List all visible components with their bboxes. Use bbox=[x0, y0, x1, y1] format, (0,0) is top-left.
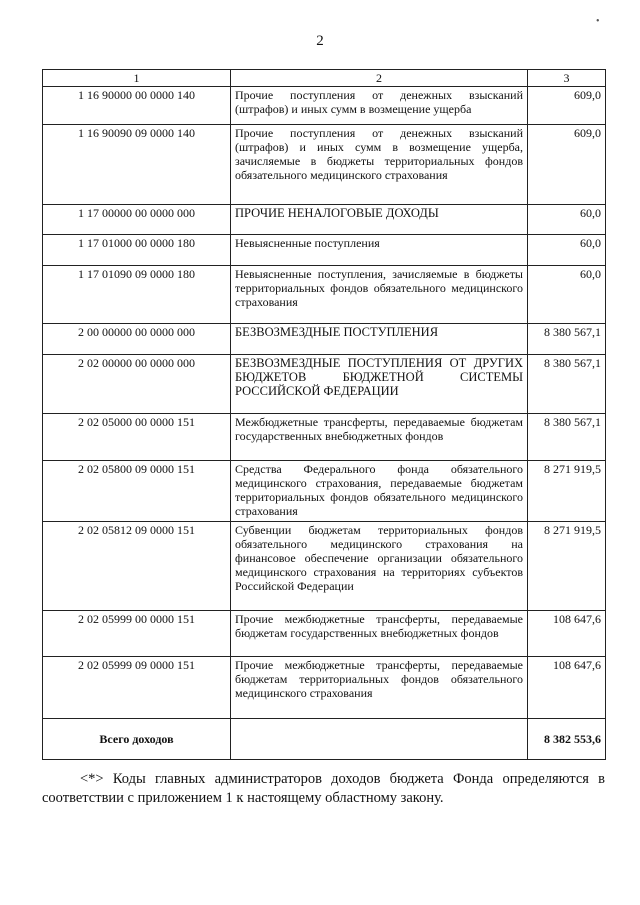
row-amount: 609,0 bbox=[528, 87, 606, 125]
table-row bbox=[43, 266, 606, 324]
table-row bbox=[43, 414, 606, 461]
row-amount: 609,0 bbox=[528, 125, 606, 205]
row-name: Невыясненные поступления bbox=[231, 235, 528, 266]
row-name: БЕЗВОЗМЕЗДНЫЕ ПОСТУПЛЕНИЯ ОТ ДРУГИХ БЮДЖЕТОВ БЮДЖЕТНОЙ СИСТЕМЫ РОССИЙСКОЙ ФЕДЕРАЦИИ bbox=[231, 355, 528, 414]
scan-mark: • bbox=[596, 16, 600, 27]
table-row bbox=[43, 522, 606, 611]
row-code: 1 17 00000 00 0000 000 bbox=[43, 205, 231, 235]
total-row bbox=[43, 719, 606, 760]
table-row bbox=[43, 355, 606, 414]
row-code: 2 02 05999 00 0000 151 bbox=[43, 611, 231, 657]
table-row bbox=[43, 324, 606, 355]
column-header-3: 3 bbox=[528, 70, 606, 87]
row-name: Прочие поступления от денежных взысканий (штрафов) и иных сумм в возмещение ущерба, зачисляемые в бюджеты территориальных фондов обязательного медицинского страхования bbox=[231, 125, 528, 205]
total-label: Всего доходов bbox=[43, 719, 231, 760]
row-code: 2 02 05800 09 0000 151 bbox=[43, 461, 231, 522]
page-number: 2 bbox=[316, 33, 324, 49]
row-name: Средства Федерального фонда обязательного медицинского страхования, передаваемые бюджетам территориальных фондов обязательного медицинского страхования bbox=[231, 461, 528, 522]
row-name: БЕЗВОЗМЕЗДНЫЕ ПОСТУПЛЕНИЯ bbox=[231, 324, 528, 355]
row-name: Субвенции бюджетам территориальных фондов обязательного медицинского страхования на финансовое обеспечение организации обязательного медицинского страхования на территориях субъектов Российской Федерации bbox=[231, 522, 528, 611]
row-amount: 8 380 567,1 bbox=[528, 324, 606, 355]
row-amount: 8 380 567,1 bbox=[528, 414, 606, 461]
table-row bbox=[43, 657, 606, 719]
row-code: 1 17 01000 00 0000 180 bbox=[43, 235, 231, 266]
row-code: 2 02 05999 09 0000 151 bbox=[43, 657, 231, 719]
column-header-1: 1 bbox=[43, 70, 231, 87]
row-code: 2 02 05812 09 0000 151 bbox=[43, 522, 231, 611]
table-row bbox=[43, 205, 606, 235]
row-amount: 8 380 567,1 bbox=[528, 355, 606, 414]
revenue-table bbox=[42, 69, 606, 760]
footnote: <*> Коды главных администраторов доходов бюджета Фонда определяются в соответствии с приложением 1 к настоящему областному закону. bbox=[42, 771, 605, 806]
row-code: 1 17 01090 09 0000 180 bbox=[43, 266, 231, 324]
row-code: 2 02 05000 00 0000 151 bbox=[43, 414, 231, 461]
table-row bbox=[43, 461, 606, 522]
row-amount: 108 647,6 bbox=[528, 657, 606, 719]
table-row bbox=[43, 611, 606, 657]
row-code: 1 16 90000 00 0000 140 bbox=[43, 87, 231, 125]
row-name: Прочие межбюджетные трансферты, передаваемые бюджетам территориальных фондов обязательного медицинского страхования bbox=[231, 657, 528, 719]
row-name: Прочие межбюджетные трансферты, передаваемые бюджетам государственных внебюджетных фондов bbox=[231, 611, 528, 657]
row-name: Межбюджетные трансферты, передаваемые бюджетам государственных внебюджетных фондов bbox=[231, 414, 528, 461]
column-header-2: 2 bbox=[231, 70, 528, 87]
row-amount: 60,0 bbox=[528, 235, 606, 266]
row-amount: 8 271 919,5 bbox=[528, 461, 606, 522]
row-name: Невыясненные поступления, зачисляемые в бюджеты территориальных фондов обязательного медицинского страхования bbox=[231, 266, 528, 324]
row-amount: 60,0 bbox=[528, 205, 606, 235]
table-row bbox=[43, 235, 606, 266]
total-empty-cell bbox=[231, 719, 528, 760]
table-row bbox=[43, 125, 606, 205]
row-code: 2 02 00000 00 0000 000 bbox=[43, 355, 231, 414]
row-name: Прочие поступления от денежных взысканий (штрафов) и иных сумм в возмещение ущерба bbox=[231, 87, 528, 125]
row-name: ПРОЧИЕ НЕНАЛОГОВЫЕ ДОХОДЫ bbox=[231, 205, 528, 235]
row-amount: 60,0 bbox=[528, 266, 606, 324]
row-code: 2 00 00000 00 0000 000 bbox=[43, 324, 231, 355]
table-header-row bbox=[43, 70, 606, 87]
row-code: 1 16 90090 09 0000 140 bbox=[43, 125, 231, 205]
row-amount: 108 647,6 bbox=[528, 611, 606, 657]
total-amount: 8 382 553,6 bbox=[528, 719, 606, 760]
table-row bbox=[43, 87, 606, 125]
row-amount: 8 271 919,5 bbox=[528, 522, 606, 611]
